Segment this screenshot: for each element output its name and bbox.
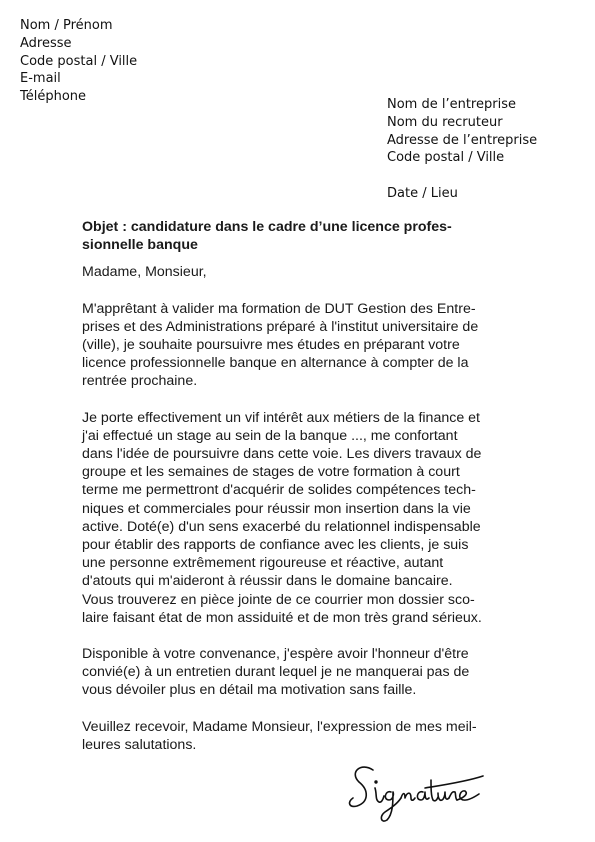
recipient-postal-city: Code postal / Ville: [387, 150, 505, 166]
sender-postal-city: Code postal / Ville: [20, 53, 138, 69]
paragraph-closing: [82, 718, 518, 754]
recipient-address: Adresse de l’entreprise: [387, 132, 538, 148]
paragraph-line: terme me permettront d'acquérir de solides compétences tech-: [82, 482, 476, 499]
paragraph-line: laire faisant état de mon assiduité et de mon très grand sérieux.: [82, 609, 482, 626]
paragraph-line: groupe et les semaines de stages de votre formation à court: [82, 464, 460, 481]
paragraph-line: pour établir des rapports de confiance avec les clients, je suis: [82, 537, 469, 554]
paragraph-motivation: [82, 409, 518, 627]
letter-body: [82, 218, 518, 772]
sender-name: Nom / Prénom: [20, 18, 113, 33]
paragraph-line: d'atouts qui m'aideront à réussir dans le domaine bancaire.: [82, 573, 453, 590]
recipient-recruiter: Nom du recruteur: [387, 114, 503, 130]
date-place: Date / Lieu: [387, 186, 458, 201]
paragraph-line: dans l'idée de poursuivre dans cette voie. Les divers travaux de: [82, 446, 482, 463]
subject-line-2: sionnelle banque: [82, 237, 198, 254]
paragraph-line: (ville), je souhaite poursuivre mes études en préparant votre: [82, 337, 460, 354]
paragraph-line: une personne extrêmement rigoureuse et réactive, autant: [82, 555, 444, 572]
paragraph-line: leures salutations.: [82, 736, 197, 753]
paragraph-line: active. Doté(e) d'un sens exacerbé du relationnel indispensable: [82, 518, 481, 535]
paragraph-line: niques et commerciales pour réussir mon insertion dans la vie: [82, 500, 471, 517]
paragraph-line: j'ai effectué un stage au sein de la banque ..., me confortant: [82, 427, 458, 444]
paragraph-line: licence professionnelle banque en alternance à compter de la: [82, 355, 469, 372]
sender-email: E-mail: [20, 71, 61, 87]
paragraph-line: M'apprêtant à valider ma formation de DUT Gestion des Entre-: [82, 300, 476, 317]
subject-line: [82, 218, 518, 254]
recipient-company: Nom de l’entreprise: [387, 97, 516, 112]
paragraph-line: vous dévoiler plus en détail ma motivation sans faille.: [82, 682, 417, 699]
sender-phone: Téléphone: [20, 89, 87, 105]
subject-line-1: Objet : candidature dans le cadre d’une licence profes-: [82, 219, 452, 235]
paragraph-intro: [82, 300, 518, 391]
paragraph-line: Veuillez recevoir, Madame Monsieur, l'expression de mes meil-: [82, 718, 477, 735]
paragraph-line: rentrée prochaine.: [82, 373, 198, 390]
signature-handwriting: [345, 758, 495, 828]
paragraph-line: Je porte effectivement un vif intérêt aux métiers de la finance et: [82, 409, 480, 426]
paragraph-line: Disponible à votre convenance, j'espère avoir l'honneur d'être: [82, 646, 469, 663]
paragraph-line: prises et des Administrations préparé à l'institut universitaire de: [82, 318, 479, 335]
paragraph-line: convié(e) à un entretien durant lequel je ne manquerai pas de: [82, 664, 470, 681]
recipient-block: [387, 96, 537, 167]
paragraph-availability: [82, 645, 518, 700]
sender-address: Adresse: [20, 35, 72, 51]
signature: [345, 758, 495, 828]
sender-block: [20, 17, 137, 106]
salutation: Madame, Monsieur,: [82, 264, 207, 281]
paragraph-line: Vous trouverez en pièce jointe de ce courrier mon dossier sco-: [82, 591, 475, 608]
